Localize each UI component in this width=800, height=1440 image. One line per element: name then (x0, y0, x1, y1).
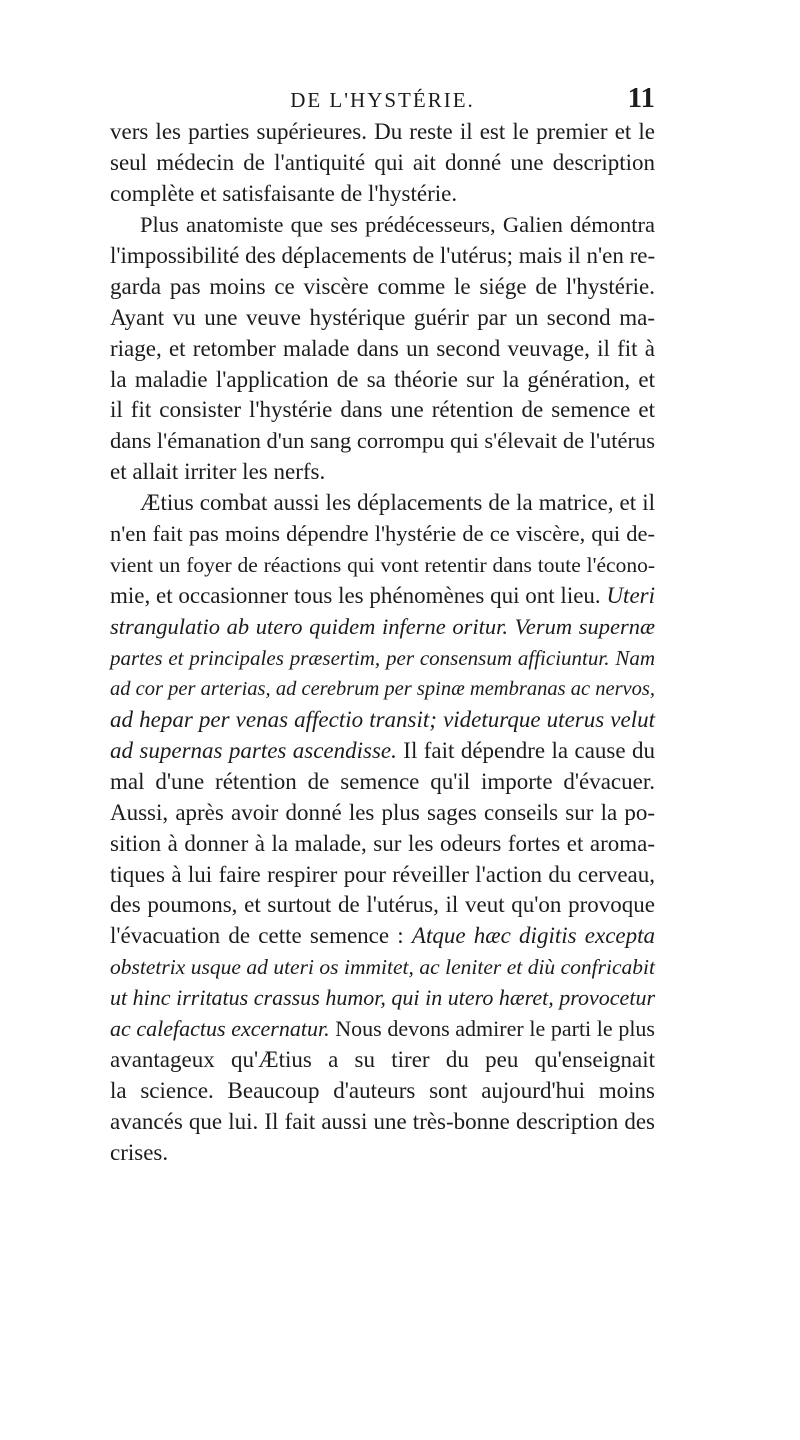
text-line (110, 1045, 655, 1076)
text-line (110, 860, 655, 891)
text-line (110, 1107, 655, 1138)
text-run: la science. Beaucoup d'auteurs sont aujourd'hui moins (110, 1078, 655, 1104)
text-line (110, 643, 655, 674)
text-run: Il fait dépendre la cause du (396, 737, 655, 763)
text-run: complète et satisfaisante de l'hystérie. (110, 180, 458, 206)
text-line (110, 829, 655, 860)
italic-run: Uteri (606, 583, 655, 609)
text-line (110, 303, 655, 334)
text-run: avantageux qu'Ætius a su tirer du peu qu'enseignait (110, 1047, 655, 1073)
text-run: des poumons, et surtout de l'utérus, il veut qu'on provoque (110, 892, 655, 918)
text-line (110, 457, 655, 488)
text-line (110, 148, 655, 179)
text-run: Aussi, après avoir donné les plus sages conseils sur la po- (110, 799, 655, 825)
italic-run: ac calefactus excernatur. (110, 1016, 330, 1042)
text-run: l'impossibilité des déplacements de l'utérus; mais il n'en re- (110, 242, 656, 268)
italic-run: ad cor per arterias, ad cerebrum per spinæ membranas ac nervos, (110, 677, 655, 700)
text-run: mal d'une rétention de semence qu'il importe d'évacuer. (110, 768, 655, 794)
text-line (110, 705, 655, 736)
text-run: sition à donner à la malade, sur les odeurs fortes et aroma- (110, 830, 655, 856)
running-title: DE L'HYSTÉRIE. (290, 88, 475, 112)
italic-run: partes et principales præsertim, per consensum afficiuntur. Nam (110, 645, 655, 670)
text-line (110, 1076, 655, 1107)
text-run: avancés que lui. Il fait aussi une très-bonne description des (110, 1109, 655, 1134)
text-line (110, 736, 655, 767)
text-run: mie, et occasionner tous les phénomènes qui ont lieu. (110, 583, 607, 609)
text-line (110, 365, 655, 396)
text-run: il fit consister l'hystérie dans une rétention de semence et (110, 397, 655, 423)
text-run: vient un foyer de réactions qui vont retentir dans toute l'écono- (110, 553, 655, 578)
text-line (110, 921, 655, 952)
text-line (110, 581, 655, 612)
text-run: Ayant vu une veuve hystérique guérir par un second ma- (110, 304, 655, 330)
running-head (110, 82, 655, 114)
italic-run: Atque hæc digitis excepta (411, 923, 656, 949)
page-number: 11 (627, 82, 655, 114)
text-line (110, 1014, 655, 1045)
text-line (110, 798, 655, 829)
text-line (110, 334, 655, 365)
text-line (110, 426, 655, 457)
text-run: tiques à lui faire respirer pour réveiller l'action du cerveau, (110, 861, 655, 887)
text-run: et allait irriter les nerfs. (110, 459, 326, 485)
text-line (110, 117, 655, 148)
text-line (110, 983, 655, 1014)
text-run: l'évacuation de cette semence : (110, 923, 412, 949)
text-run: crises. (110, 1139, 169, 1165)
text-line (110, 612, 655, 643)
text-run: Nous devons admirer le parti le plus (329, 1016, 655, 1042)
paragraph-start-line (110, 488, 655, 519)
text-run: vers les parties supérieures. Du reste il est le premier et le (110, 119, 655, 144)
text-run: riage, et retomber malade dans un second veuvage, il fit à (110, 335, 655, 361)
paragraph-start-line (110, 210, 655, 241)
text-run: la maladie l'application de sa théorie sur la génération, et (110, 366, 655, 392)
text-run: dans l'émanation d'un sang corrompu qui s'élevait de l'utérus (110, 428, 655, 454)
italic-run: strangulatio ab utero quidem inferne oritur. Verum supernæ (110, 614, 655, 639)
text-run: Ætius combat aussi les déplacements de la matrice, et il (140, 490, 655, 516)
text-line (110, 550, 655, 581)
text-run: n'en fait pas moins dépendre l'hystérie de ce viscère, qui de- (110, 521, 655, 547)
text-line (110, 241, 655, 272)
italic-run: ad hepar per venas affectio transit; videturque uterus velut (110, 706, 655, 732)
text-line (110, 952, 655, 983)
text-line (110, 674, 655, 705)
italic-run: obstetrix usque ad uteri os immitet, ac leniter et diù confricabit (110, 955, 655, 980)
text-line (110, 272, 655, 303)
text-line (110, 890, 655, 921)
text-line (110, 767, 655, 798)
body-text (110, 117, 655, 1169)
text-line (110, 395, 655, 426)
text-run: garda pas moins ce viscère comme le siége de l'hystérie. (110, 273, 655, 299)
text-line (110, 179, 655, 210)
text-run: Plus anatomiste que ses prédécesseurs, Galien démontra (140, 211, 655, 237)
text-line (110, 519, 655, 550)
italic-run: ad supernas partes ascendisse. (110, 737, 397, 763)
italic-run: ut hinc irritatus crassus humor, qui in utero hæret, provocetur (110, 985, 655, 1011)
text-run: seul médecin de l'antiquité qui ait donné une description (110, 149, 655, 175)
text-line (110, 1138, 655, 1169)
